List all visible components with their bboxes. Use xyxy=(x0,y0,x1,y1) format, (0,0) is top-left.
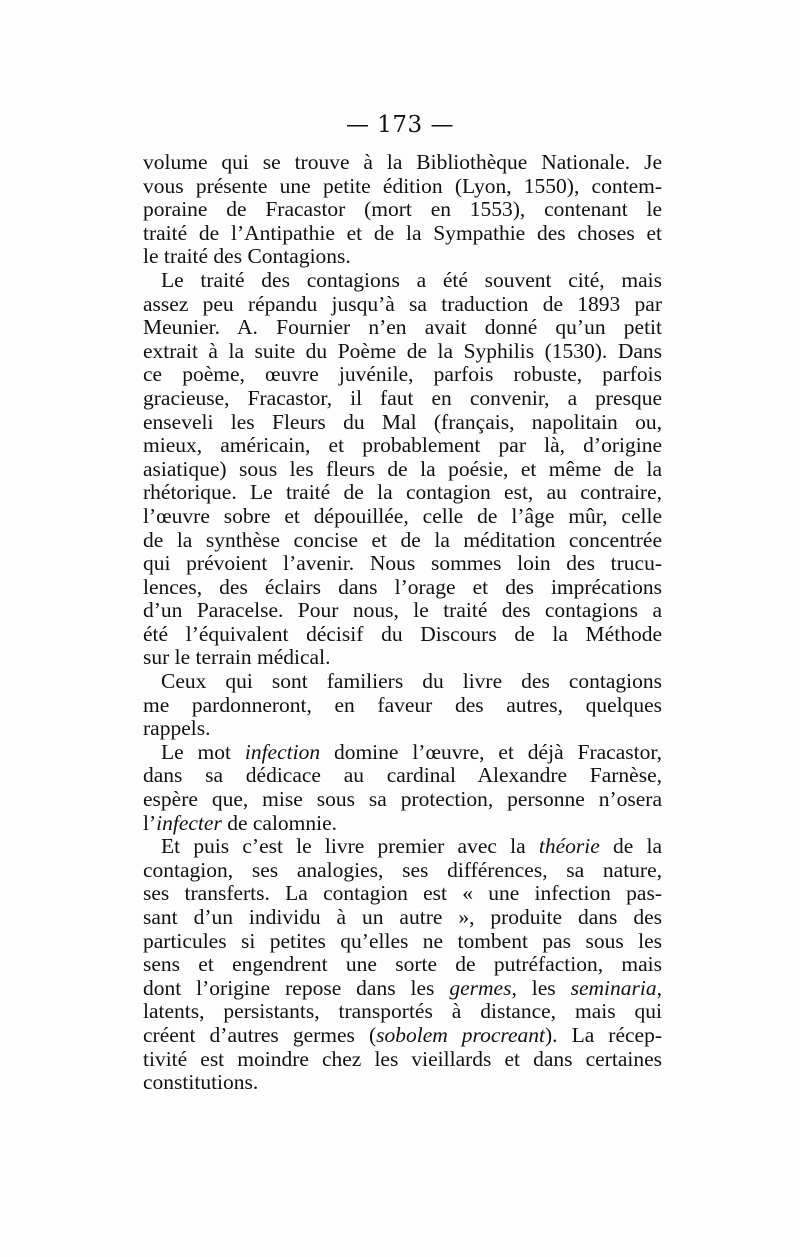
page-number: — 173 — xyxy=(345,112,455,138)
text-segment: l’œuvre sobre et dépouillée, celle de l’âge mûr, celle xyxy=(143,503,662,528)
text-line xyxy=(143,245,662,269)
text-line xyxy=(143,1071,662,1095)
text-segment: poraine de Fracastor (mort en 1553), contenant le xyxy=(143,197,662,222)
italic-text: infecter xyxy=(156,810,222,835)
text-segment: de la synthèse concise et de la méditation concentrée xyxy=(143,527,662,552)
text-segment: qui prévoient l’avenir. Nous sommes loin des trucu- xyxy=(143,551,662,576)
text-line xyxy=(143,717,662,741)
text-line xyxy=(143,1048,662,1072)
text-segment: Le mot xyxy=(161,739,245,764)
text-line xyxy=(143,505,662,529)
text-segment: volume qui se trouve à la Bibliothèque Nationale. Je xyxy=(143,150,662,174)
text-line xyxy=(143,670,662,694)
text-segment: , les xyxy=(511,975,571,1000)
text-segment: ce poème, œuvre juvénile, parfois robuste, parfois xyxy=(143,362,662,387)
text-line xyxy=(143,151,662,175)
text-segment: sur le terrain médical. xyxy=(143,645,331,670)
text-segment: le traité des Contagions. xyxy=(143,244,351,269)
text-line xyxy=(143,576,662,600)
text-segment: particules si petites qu’elles ne tombent pas sous les xyxy=(143,928,662,953)
text-segment: enseveli les Fleurs du Mal (français, napolitain ou, xyxy=(143,409,662,434)
text-segment: l’ xyxy=(143,810,157,835)
text-segment: espère que, mise sous sa protection, personne n’osera xyxy=(143,787,662,812)
text-line xyxy=(143,411,662,435)
italic-text: seminaria xyxy=(570,975,657,1000)
text-line xyxy=(143,340,662,364)
text-line xyxy=(143,175,662,199)
text-segment: constitutions. xyxy=(143,1070,259,1095)
text-segment: lences, des éclairs dans l’orage et des imprécations xyxy=(143,574,662,599)
italic-text: germes xyxy=(449,975,512,1000)
text-segment: latents, persistants, transportés à distance, mais qui xyxy=(143,999,662,1024)
text-segment: d’un Paracelse. Pour nous, le traité des contagions a xyxy=(143,598,662,623)
text-line xyxy=(143,977,662,1001)
text-segment: , xyxy=(656,975,662,1000)
text-segment: ses transferts. La contagion est « une infection pas- xyxy=(143,881,662,906)
text-line xyxy=(143,623,662,647)
text-segment: de la xyxy=(599,834,662,859)
text-line xyxy=(143,1024,662,1048)
text-segment: sens et engendrent une sorte de putréfaction, mais xyxy=(143,952,662,977)
text-line xyxy=(143,529,662,553)
text-segment: assez peu répandu jusqu’à sa traduction de 1893 par xyxy=(143,291,662,316)
text-line xyxy=(143,953,662,977)
text-line xyxy=(143,1000,662,1024)
text-line xyxy=(143,788,662,812)
text-segment: Et puis c’est le livre premier avec la xyxy=(161,834,539,859)
italic-text: sobolem procreant xyxy=(376,1022,545,1047)
text-segment: ). La récep- xyxy=(545,1022,662,1047)
italic-text: infection xyxy=(244,739,321,764)
text-line xyxy=(143,599,662,623)
text-segment: contagion, ses analogies, ses différences, sa nature, xyxy=(143,857,662,882)
text-line xyxy=(143,859,662,883)
text-line xyxy=(143,222,662,246)
text-line xyxy=(143,269,662,293)
text-line xyxy=(143,741,662,765)
text-segment: domine l’œuvre, et déjà Fracastor, xyxy=(320,739,662,764)
text-segment: me pardonneront, en faveur des autres, quelques xyxy=(143,692,662,717)
text-line xyxy=(143,552,662,576)
text-line xyxy=(143,481,662,505)
text-segment: tivité est moindre chez les vieillards et dans certaines xyxy=(143,1046,662,1071)
text-line xyxy=(143,293,662,317)
text-segment: été l’équivalent décisif du Discours de la Méthode xyxy=(143,621,662,646)
text-segment: Meunier. A. Fournier n’en avait donné qu’un petit xyxy=(143,315,662,340)
text-segment: rhétorique. Le traité de la contagion est, au contraire, xyxy=(143,480,662,505)
text-line xyxy=(143,764,662,788)
text-segment: traité de l’Antipathie et de la Sympathie des choses et xyxy=(143,220,662,245)
text-segment: rappels. xyxy=(143,716,211,741)
text-segment: dont l’origine repose dans les xyxy=(143,975,450,1000)
text-line xyxy=(143,316,662,340)
text-segment: sant d’un individu à un autre », produite dans des xyxy=(143,905,662,929)
body-text xyxy=(143,151,662,1095)
text-line xyxy=(143,882,662,906)
text-segment: asiatique) sous les fleurs de la poésie, et même de la xyxy=(143,456,662,481)
text-segment: créent d’autres germes ( xyxy=(143,1022,377,1047)
text-line xyxy=(143,835,662,859)
text-line xyxy=(143,198,662,222)
text-line xyxy=(143,458,662,482)
text-segment: gracieuse, Fracastor, il faut en convenir, a presque xyxy=(143,385,662,410)
text-segment: de calomnie. xyxy=(221,810,338,835)
text-segment: vous présente une petite édition (Lyon, 1550), contem- xyxy=(143,173,662,198)
text-line xyxy=(143,363,662,387)
text-segment: mieux, américain, et probablement par là, d’origine xyxy=(143,433,662,458)
text-line xyxy=(143,812,662,836)
text-segment: dans sa dédicace au cardinal Alexandre Farnèse, xyxy=(143,763,662,788)
text-line xyxy=(143,434,662,458)
text-segment: Ceux qui sont familiers du livre des contagions xyxy=(161,669,662,694)
text-segment: extrait à la suite du Poème de la Syphilis (1530). Dans xyxy=(143,338,662,363)
text-segment: Le traité des contagions a été souvent cité, mais xyxy=(161,267,662,292)
text-line xyxy=(143,906,662,930)
text-line xyxy=(143,387,662,411)
text-line xyxy=(143,646,662,670)
text-line xyxy=(143,694,662,718)
italic-text: théorie xyxy=(538,834,600,859)
text-line xyxy=(143,930,662,954)
